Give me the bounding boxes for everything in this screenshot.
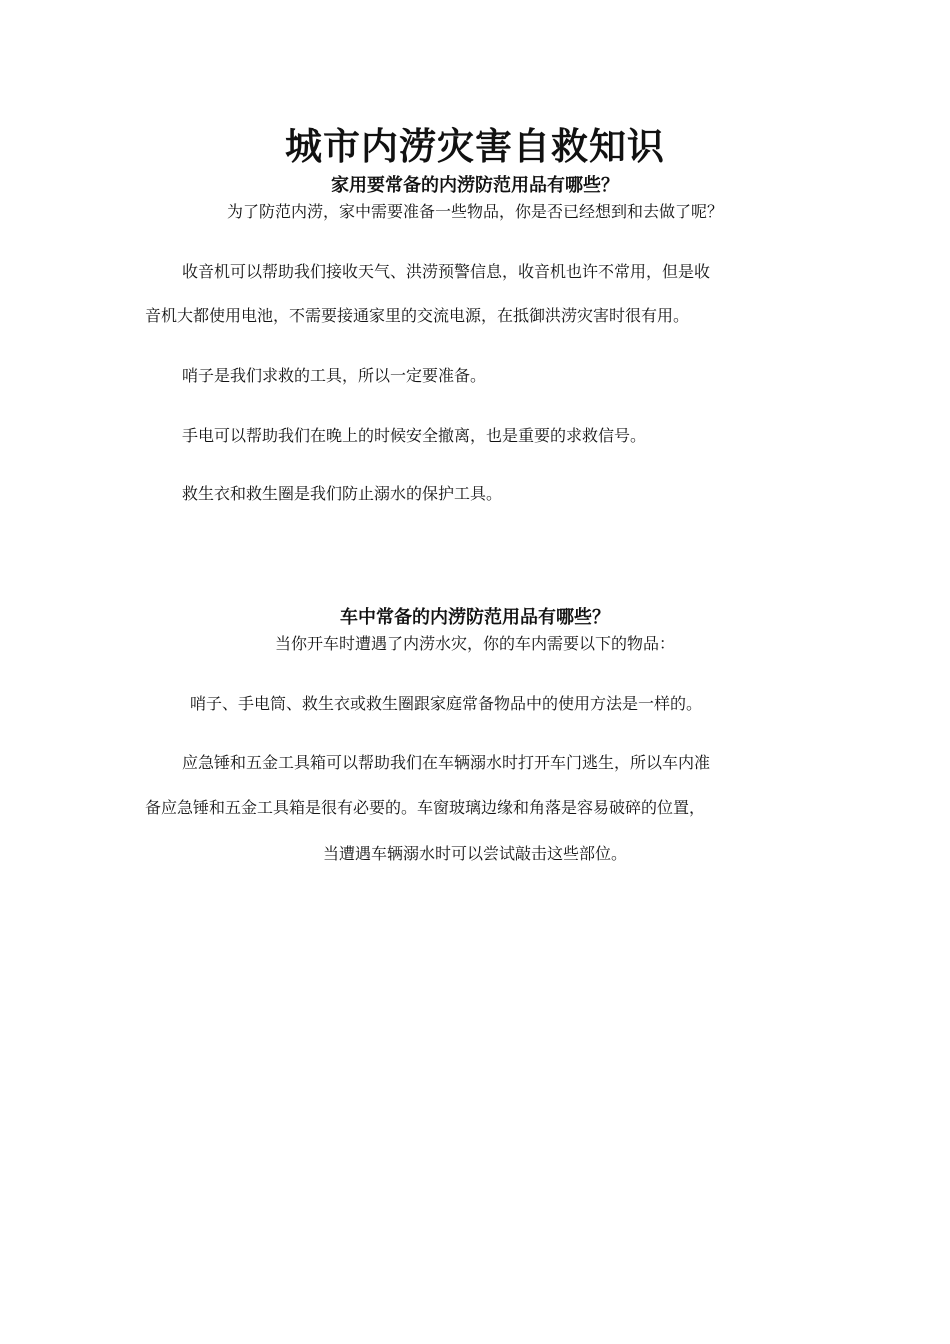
section2-heading: 车中常备的内涝防范用品有哪些？ [340,607,610,628]
section1-intro: 为了防范内涝，家中需要准备一些物品，你是否已经想到和去做了呢？ [226,202,723,221]
section1-paragraph-whistle: 哨子是我们求救的工具，所以一定要准备。 [182,366,487,385]
document-title: 城市内涝灾害自救知识 [285,124,665,168]
section2-intro: 当你开车时遭遇了内涝水灾，你的车内需要以下的物品： [274,634,675,653]
section2-paragraph-items: 哨子、手电筒、救生衣或救生圈跟家庭常备物品中的使用方法是一样的。 [190,694,703,713]
section1-heading: 家用要常备的内涝防范用品有哪些？ [331,175,619,196]
section2-paragraph-hammer-line1: 应急锤和五金工具箱可以帮助我们在车辆溺水时打开车门逃生，所以车内准 [182,753,711,772]
section2-paragraph-hammer-line2: 备应急锤和五金工具箱是很有必要的。车窗玻璃边缘和角落是容易破碎的位置， [145,798,706,817]
section2-paragraph-hammer-line3: 当遭遇车辆溺水时可以尝试敲击这些部位。 [322,844,627,863]
section1-paragraph-radio-line2: 音机大都使用电池，不需要接通家里的交流电源，在抵御洪涝灾害时很有用。 [145,306,690,325]
section1-paragraph-radio-line1: 收音机可以帮助我们接收天气、洪涝预警信息，收音机也许不常用，但是收 [182,262,711,281]
section1-paragraph-lifejacket: 救生衣和救生圈是我们防止溺水的保护工具。 [182,484,503,503]
section1-paragraph-flashlight: 手电可以帮助我们在晚上的时候安全撤离，也是重要的求救信号。 [182,426,647,445]
